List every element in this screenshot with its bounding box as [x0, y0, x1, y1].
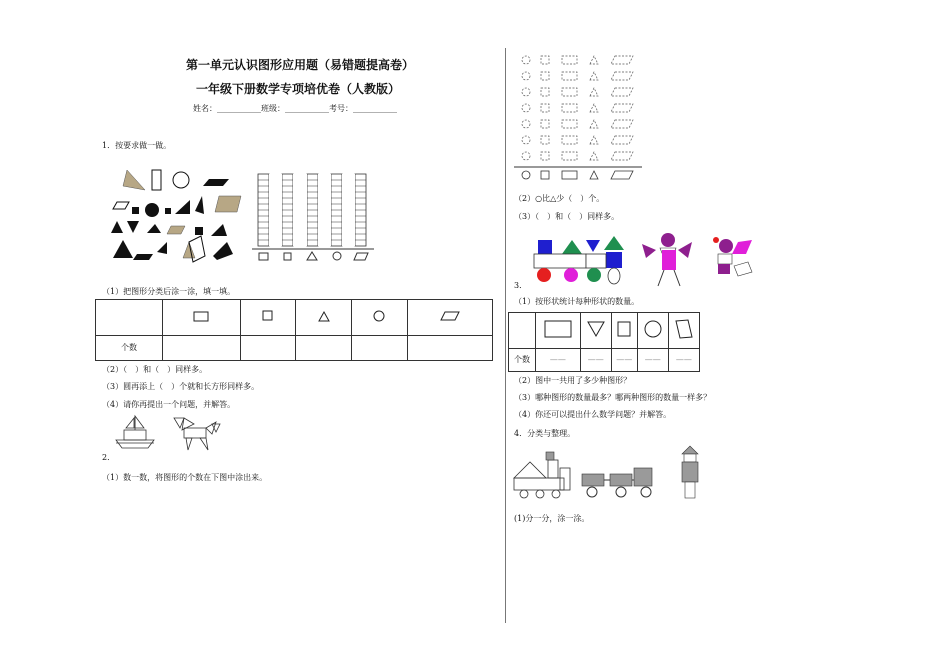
q3-answer-cell[interactable]: ——	[536, 348, 581, 371]
q3-answer-cell[interactable]: ——	[580, 348, 611, 371]
column-divider	[505, 48, 506, 623]
title-main: 第一单元认识图形应用题（易错题提高卷）	[186, 58, 415, 72]
q1-table-row-label: 个数	[96, 335, 163, 360]
q2-label: 2．	[102, 453, 116, 462]
q3-sub1: （1）按形状统计每种形状的数量。	[514, 297, 640, 306]
q3-picture	[528, 232, 768, 288]
q4-label: 4．分类与整理。	[514, 429, 576, 438]
q1-table-header-rect	[163, 300, 241, 336]
q1-answer-cell[interactable]	[240, 335, 296, 360]
q1-table-header-triangle	[296, 300, 352, 336]
q3-table	[508, 312, 700, 372]
q1-count-grid	[252, 170, 377, 265]
q1-answer-cell[interactable]	[296, 335, 352, 360]
q2-picture	[112, 412, 224, 452]
q3-table-header-rect	[536, 313, 581, 349]
q3-answer-cell[interactable]: ——	[611, 348, 637, 371]
q3-label: 3．	[514, 281, 528, 290]
q1-label: 1．按要求做一做。	[102, 141, 172, 150]
q3-sub3: （3）哪种图形的数量最多？哪两种图形的数量一样多？	[514, 393, 712, 402]
q4-sub1: (1)分一分，涂一涂。	[514, 514, 590, 523]
q1-table-header-square	[240, 300, 296, 336]
q3-answer-cell[interactable]: ——	[637, 348, 668, 371]
q3-table-row-label: 个数	[509, 348, 536, 371]
q1-sub3: （3）圆再添上（ ）个就和长方形同样多。	[102, 382, 260, 391]
title-sub: 一年级下册数学专项培优卷（人教版）	[196, 82, 401, 96]
q2-sub1: （1）数一数，将图形的个数在下图中涂出来。	[102, 473, 268, 482]
student-info-line: 姓名：___________班级：___________考号：___________	[193, 104, 397, 113]
q1-sub2: （2）（ ）和（ ）同样多。	[102, 365, 208, 374]
q1-answer-cell[interactable]	[407, 335, 492, 360]
q2-count-chart	[512, 50, 644, 186]
q1-sub4: （4）请你再提出一个问题，并解答。	[102, 400, 236, 409]
q3-table-header-triangle	[580, 313, 611, 349]
q3-sub2: （2）图中一共用了多少种图形？	[514, 376, 632, 385]
q3-answer-cell[interactable]: ——	[668, 348, 699, 371]
q4-picture	[510, 444, 710, 502]
q1-table-header-circle	[352, 300, 408, 336]
q1-sub1: （1）把图形分类后涂一涂，填一填。	[102, 287, 236, 296]
q1-answer-cell[interactable]	[352, 335, 408, 360]
q1-table	[95, 299, 493, 361]
q2-sub3: （3）（ ）和（ ）同样多。	[514, 212, 620, 221]
q1-table-header-parallelogram	[407, 300, 492, 336]
q3-table-header-circle	[637, 313, 668, 349]
q2-sub2: （2）○比△少（ ）个。	[514, 194, 605, 203]
q3-sub4: （4）你还可以提出什么数学问题？并解答。	[514, 410, 672, 419]
q1-answer-cell[interactable]	[163, 335, 241, 360]
q1-shapes-figure	[105, 164, 245, 264]
q3-table-header-square	[611, 313, 637, 349]
q3-table-header-parallelogram	[668, 313, 699, 349]
